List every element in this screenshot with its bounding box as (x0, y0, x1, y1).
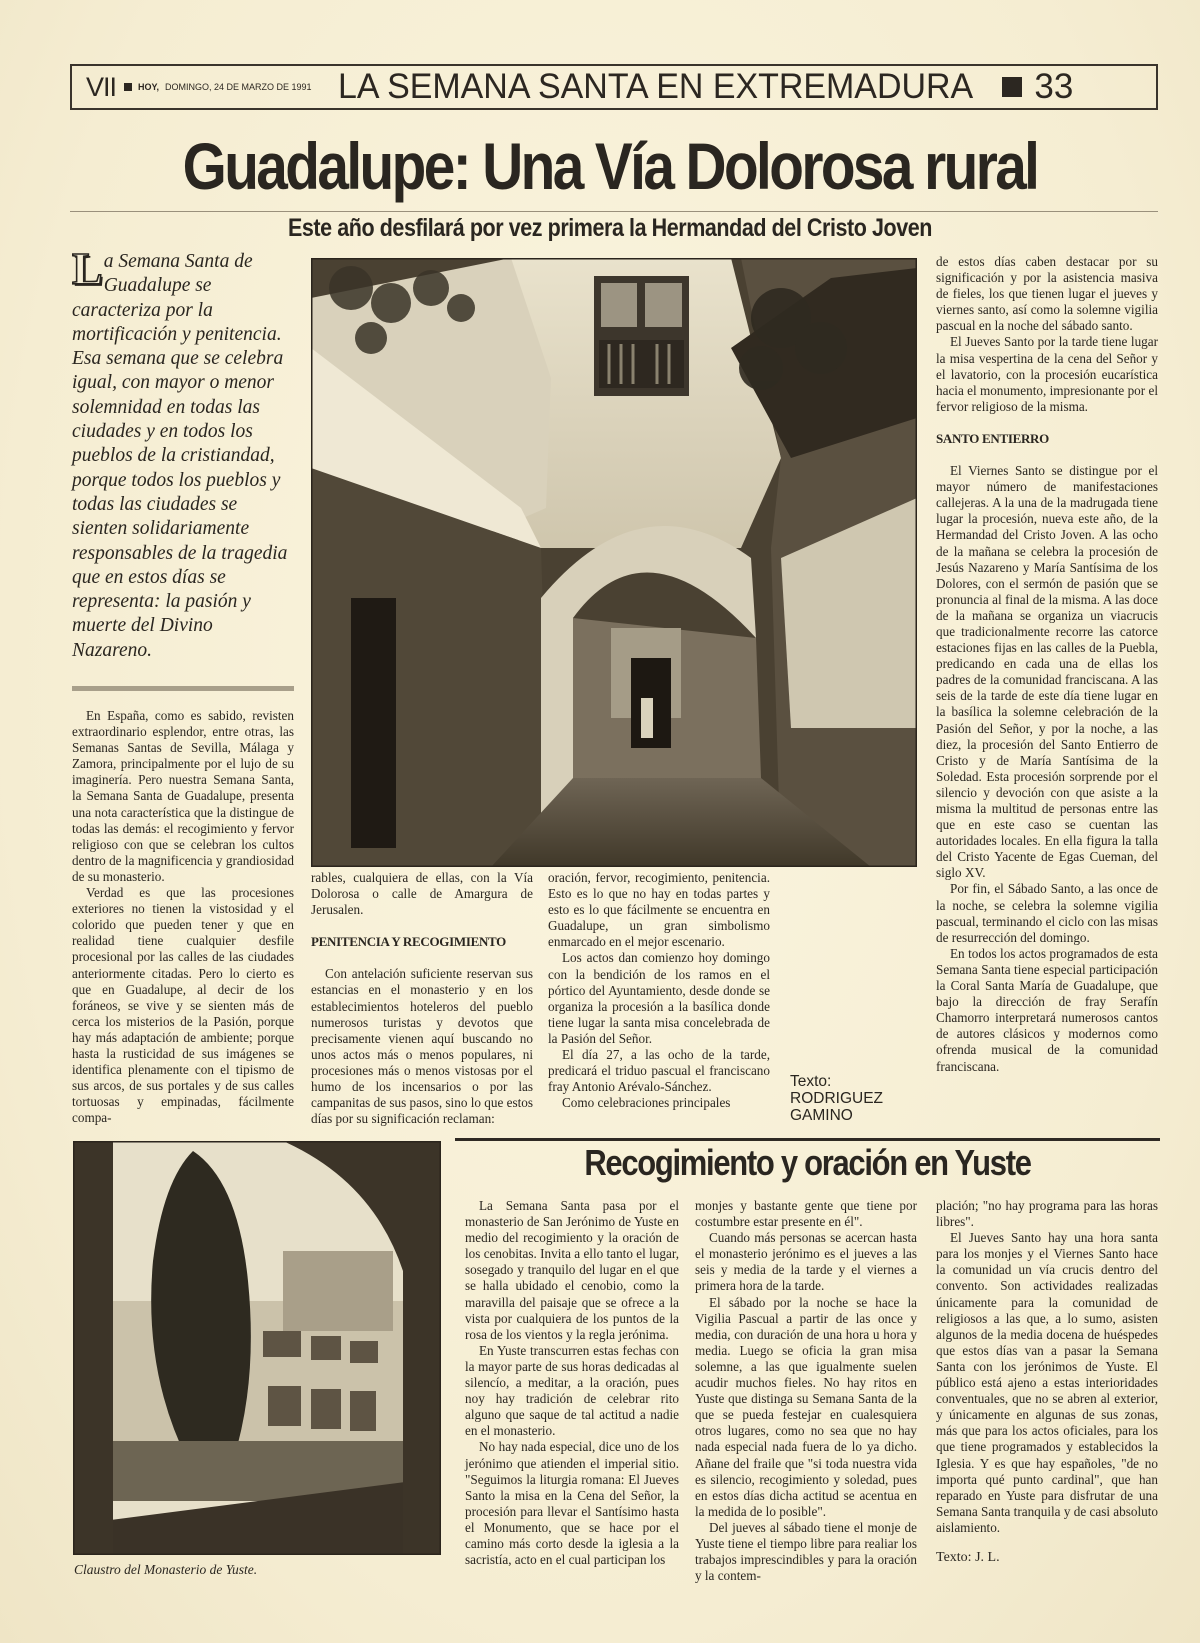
paragraph: monjes y bastante gente que tiene por costumbre estar presente en él". (695, 1198, 917, 1230)
paragraph: Los actos dan comienzo hoy domingo con la bendición de los ramos en el pórtico del Ayuntamiento, desde donde se organiza la procesión a la basílica donde tiene lugar la santa misa concelebrada de la Pasión del Señor. (548, 950, 770, 1046)
paragraph: Verdad es que las procesiones exteriores no tienen la vistosidad y el colorido que pueden tener y que en realidad tiene cualquier desfile procesional por las calles de las ciudades anteriormente citadas. Pero lo cierto es que en Guadalupe, al decir de los foráneos, se vive y se sienten más de cerca los misterios de la Pasión, porque hay más adaptación de ambiente; porque hasta la rusticidad de sus imágenes se identifica plenamente con el tipismo de sus arcos, de sus portales y de sus calles tortuosas y empinadas, fácilmente compa- (72, 885, 294, 1126)
credit-name: RODRIGUEZ (790, 1090, 883, 1107)
section-heading-penitencia: PENITENCIA Y RECOGIMIENTO (311, 934, 506, 950)
paragraph: Como celebraciones principales (562, 1095, 731, 1111)
divider (455, 1138, 1160, 1141)
arch-street-photo (311, 258, 917, 867)
paragraph: Por fin, el Sábado Santo, a las once de la noche, se celebra la solemne vigilia pascual, terminando el ciclo con las misas de resurrección del domingo. (936, 881, 1158, 945)
paragraph: La Semana Santa pasa por el monasterio de San Jerónimo de Yuste en medio del recogimiento y la oración de los cenobitas. Invita a ello tanto el lugar, sosegado y tranquilo del lugar en el que se halla ubidado el cenobio, como la maravilla del paisaje que se ofrece a la vista por cualquiera de los puntos de la rosa de los vientos y la regla jerónima. (465, 1198, 679, 1342)
yuste-column-1 (465, 1198, 679, 1568)
subheadline: Este año desfilará por vez primera la Hermandad del Cristo Joven (287, 214, 932, 242)
paragraph: El Jueves Santo por la tarde tiene lugar la misa vespertina de la cena del Señor y el lavatorio, con la procesión eucarística hacia el monumento, impresionante por el fervor religioso de la misma. (936, 334, 1158, 414)
main-column-3 (548, 870, 770, 1111)
lead-text: a Semana Santa de Guadalupe se caracteriza por la mortificación y penitencia. Esa semana que se celebra igual, con mayor o menor solemnidad en todas las ciudades y en todos los pueblos de la cristiandad, porque todos los pueblos y todas las ciudades se sienten solidariamente responsables de la tragedia que en estos días se representa: la pasión y muerte del Divino Nazareno. (72, 251, 288, 661)
paragraph: El día 27, a las ocho de la tarde, predicará el triduo pascual el franciscano fray Antonio Arévalo-Sánchez. (548, 1047, 770, 1095)
page-number: 33 (1034, 67, 1074, 106)
page-header (70, 64, 1158, 110)
paragraph: rables, cualquiera de ellas, con la Vía Dolorosa o calle de Amargura de Jerusalen. (311, 870, 533, 918)
author-credit (790, 1073, 883, 1124)
section-heading-santo-entierro: SANTO ENTIERRO (936, 430, 1049, 446)
section-number: VII (86, 71, 117, 102)
credit-name: GAMINO (790, 1107, 853, 1124)
square-bullet-icon (1002, 77, 1022, 97)
drop-cap: L (72, 243, 103, 294)
photo-guadalupe-street (311, 258, 917, 867)
paragraph: de estos días caben destacar por su significación y por la asistencia masiva de fieles, los que tienen lugar el jueves y viernes santo, así como la solemne vigilia pascual en la noche del sábado santo. (936, 254, 1158, 334)
lead-paragraph (72, 243, 294, 663)
main-column-1 (72, 708, 294, 1126)
paragraph: Del jueves al sábado tiene el monje de Yuste tiene el tiempo libre para realiar los trabajos imprescindibles y para la oración y la contem- (695, 1519, 917, 1584)
square-bullet-icon (124, 83, 132, 91)
paragraph: plación; "no hay programa para las horas libres". (936, 1198, 1158, 1230)
newspaper-name: HOY, (138, 82, 160, 92)
issue-date: DOMINGO, 24 DE MARZO DE 1991 (165, 82, 312, 92)
photo-caption: Claustro del Monasterio de Yuste. (74, 1562, 258, 1577)
paragraph: El Viernes Santo se distingue por el mayor número de manifestaciones callejeras. A la una de la madrugada tiene lugar la procesión, nueva este año, de la Hermandad del Cristo Joven. A las ocho de la mañana se celebra la procesión de Jesús Nazareno y María Santísima de los Dolores, con el sermón de pasión que se pronuncia al final de la misma. A las doce de la mañana se organiza un viacrucis que tradicionalmente recorre las catorce estaciones fijas en las calles de la Puebla, predicando en cada una de ellas los padres de la comunidad franciscana. A las seis de la tarde de este día tiene lugar en la basílica la solemne celebración de la Pasión del Señor, y por la noche, a las diez, la procesión del Santo Entierro de Cristo y de María Santísima de la Soledad. Esta procesión sorprende por el silencio y devoción con que asiste a la misma la multitud de personas entre las que en este caso se cuentan las autoridades locales. En ella figura la talla del Cristo Yacente de Egas Cueman, del siglo XV. (936, 463, 1158, 881)
divider (70, 211, 1158, 212)
paragraph: El Jueves Santo hay una hora santa para los monjes y el Viernes Santo hace la comunidad un vía crucis dentro del convento. Son actividades realizadas únicamente para la comunidad de religiosos a las que, a lo sumo, asisten algunos de la media docena de huéspedes que estos días van a pasar la Semana Santa con los jerónimos de Yuste. El público está ajeno a estas interioridades conventuales, que no se abren al exterior, y únicamente en algunas de sus zonas, más que para los actos oficiales, para los que tiene programados y establecidos la Iglesia. Y es que hay españoles, "de no importa qué punto cardinal", que han reparado en Yuste para disfrutar de una Semana Santa tranquila y de casi absoluto aislamiento. (936, 1230, 1158, 1535)
paragraph: Cuando más personas se acercan hasta el monasterio jerónimo es el jueves a las seis y media de la tarde y el viernes a primera hora de la tarde. (695, 1230, 917, 1294)
paragraph: El sábado por la noche se hace la Vigilia Pascual a partir de las once y media, con duración de una hora u hora y media. Luego se oficia la gran misa solemne, a las que igualmente suelen acudir muchos fieles. No hay ritos en Yuste que distinga su Semana Santa de la que se pueda festejar en cualesquiera otros lugares, como no sea que no hay nada especial nada fuera de lo ya dicho. Añane del fraile que "si toda nuestra vida es silencio, recogimiento y soledad, pues en estos días dicha actitud se acentua en la medida de lo posible". (695, 1294, 917, 1519)
paragraph: En Yuste transcurren estas fechas con la mayor parte de sus horas dedicadas al silencío, a meditar, a la oración, pues noy hay tradición de celebrar rito alguno que saque de tal actitud a nadie en el monasterio. (465, 1342, 679, 1439)
paragraph: En España, como es sabido, revisten extraordinario esplendor, entre otras, las Semanas Santas de Sevilla, Málaga y Zamora, principalmente por el lujo de su imaginería. Pero nuestra Semana Santa, la Semana Santa de Guadalupe, presenta una nota característica que la distingue de todas las demás: el recogimiento y fervor religioso con que se celebran los cultos dentro de la magnificencia y grandiosidad de su monasterio. (72, 708, 294, 884)
paragraph: En todos los actos programados de esta Semana Santa tiene especial participación la Coral Santa María de Guadalupe, que bajo la dirección de fray Serafín Chamorro interpretará numerosos cantos de autores clásicos y modernos como ofrenda musical de la comunidad franciscana. (936, 945, 1158, 1074)
section-title: LA SEMANA SANTA EN EXTREMADURA (337, 67, 973, 106)
paragraph: Con antelación suficiente reservan sus estancias en el monasterio y en los establecimientos hoteleros del pueblo numerosos turistas y devotos que precisamente vienen aquí buscando no unos actos más o menos populares, ni procesiones más o menos vistosas por el humo de los incensarios o por las campanitas de sus pasos, sino lo que estos días por su significación reclaman: (311, 966, 533, 1127)
main-column-4 (936, 254, 1158, 1075)
paragraph: oración, fervor, recogimiento, penitencia. Esto es lo que no hay en todas partes y esto es lo que fácilmente se encuentra en Guadalupe, un gran simbolismo enmarcado en el mejor escenario. (548, 870, 770, 950)
main-headline: Guadalupe: Una Vía Dolorosa rural (182, 129, 1038, 203)
divider (72, 686, 294, 691)
photo-yuste-cloister (73, 1141, 441, 1555)
cloister-photo (73, 1141, 441, 1555)
credit-label: Texto: (790, 1073, 832, 1090)
yuste-headline: Recogimiento y oración en Yuste (584, 1142, 1031, 1183)
yuste-column-2 (695, 1198, 917, 1584)
yuste-byline: Texto: J. L. (936, 1549, 1000, 1565)
main-column-2 (311, 870, 533, 1127)
paragraph: No hay nada especial, dice uno de los jerónimo que atienden el imperial sitio. "Seguimos la liturgia romana: El Jueves Santo la misa en la Cena del Señor, la procesión para llevar el Santísimo hasta el Monumento, que se hace por el camino más corto desde la iglesia a la sacristía, acto en el cual participan los (465, 1439, 679, 1568)
yuste-column-3 (936, 1198, 1158, 1566)
